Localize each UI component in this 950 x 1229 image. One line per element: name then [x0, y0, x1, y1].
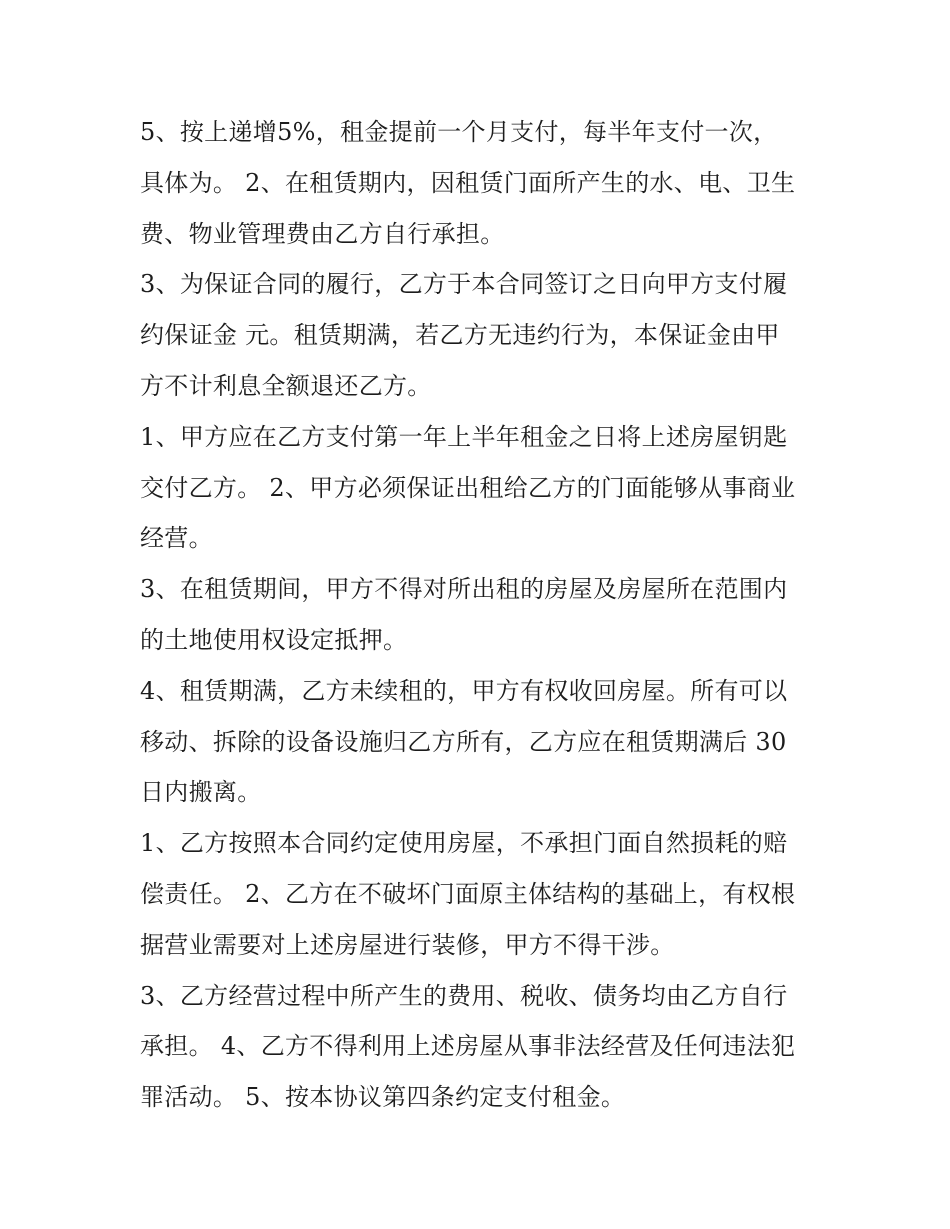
text-line: 方不计利息全额退还乙方。: [140, 371, 432, 400]
text-line: 日内搬离。: [140, 778, 262, 807]
text-line: 移动、拆除的设备设施归乙方所有，乙方应在租赁期满后 30: [140, 727, 787, 756]
text-line: 3、在租赁期间，甲方不得对所出租的房屋及房屋所在范围内: [140, 575, 788, 604]
text-line: 据营业需要对上述房屋进行装修，甲方不得干涉。: [140, 930, 675, 959]
text-line: 4、租赁期满，乙方未续租的，甲方有权收回房屋。所有可以: [140, 676, 788, 705]
text-line: 1、乙方按照本合同约定使用房屋，不承担门面自然损耗的赔: [140, 829, 788, 858]
text-line: 3、为保证合同的履行，乙方于本合同签订之日向甲方支付履: [140, 270, 788, 299]
text-line: 交付乙方。 2、甲方必须保证出租给乙方的门面能够从事商业: [140, 473, 796, 502]
text-line: 经营。: [140, 524, 213, 553]
text-line: 偿责任。 2、乙方在不破坏门面原主体结构的基础上，有权根: [140, 879, 796, 908]
text-line: 的土地使用权设定抵押。: [140, 625, 408, 654]
document-body: [140, 107, 810, 1123]
text-line: 1、甲方应在乙方支付第一年上半年租金之日将上述房屋钥匙: [140, 422, 788, 451]
text-line: 费、物业管理费由乙方自行承担。: [140, 219, 505, 248]
text-line: 罪活动。 5、按本协议第四条约定支付租金。: [140, 1083, 626, 1112]
text-line: 承担。 4、乙方不得利用上述房屋从事非法经营及任何违法犯: [140, 1032, 796, 1061]
text-line: 约保证金 元。租赁期满，若乙方无违约行为，本保证金由甲: [140, 321, 780, 350]
text-line: 3、乙方经营过程中所产生的费用、税收、债务均由乙方自行: [140, 981, 788, 1010]
text-line: 具体为。 2、在租赁期内，因租赁门面所产生的水、电、卫生: [140, 168, 796, 197]
text-line: 5、按上递增5%，租金提前一个月支付，每半年支付一次，: [140, 118, 778, 146]
